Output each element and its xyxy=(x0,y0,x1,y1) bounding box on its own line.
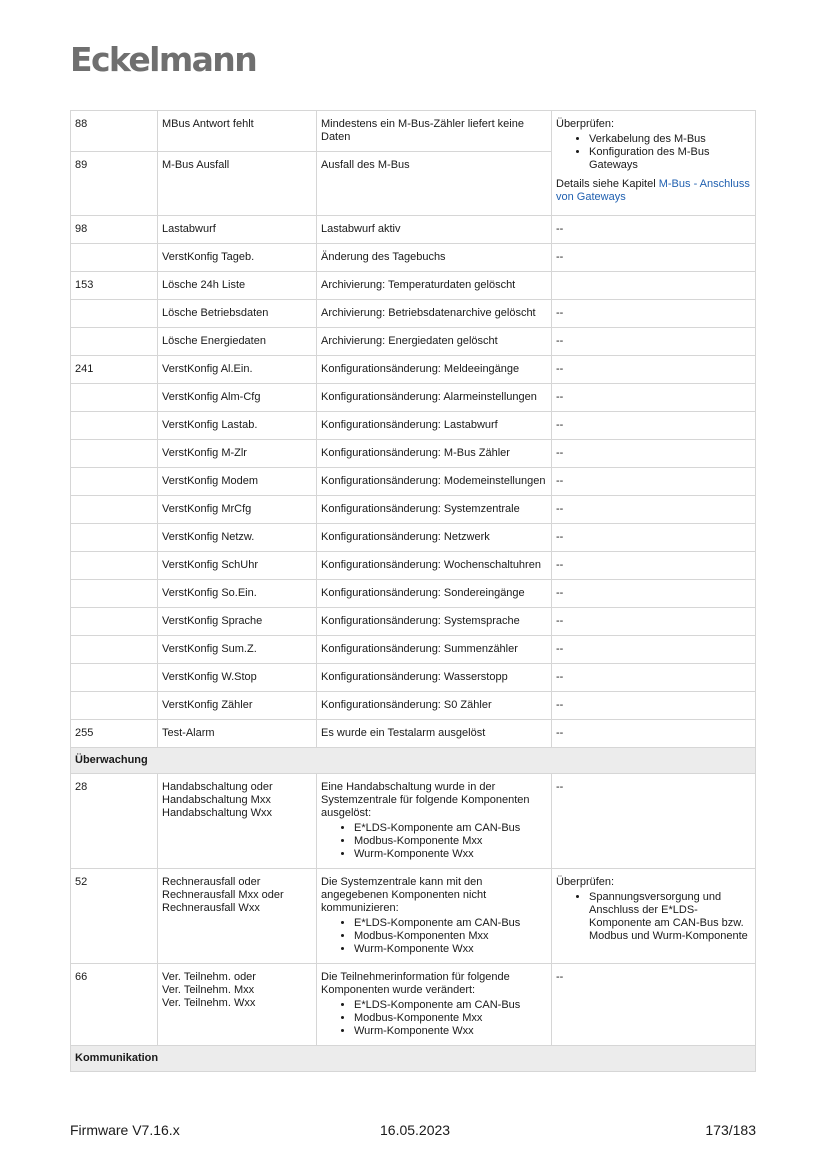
table-row xyxy=(71,636,756,664)
alarm-code xyxy=(71,300,158,328)
alarm-name: Lösche Energiedaten xyxy=(158,328,317,356)
alarm-name-line: Ver. Teilnehm. Wxx xyxy=(162,997,256,1009)
alarm-description: Ausfall des M-Bus xyxy=(317,152,552,216)
alarm-description: Es wurde ein Testalarm ausgelöst xyxy=(317,720,552,748)
alarm-code: 66 xyxy=(71,964,158,1046)
alarm-description: Konfigurationsänderung: Lastabwurf xyxy=(317,412,552,440)
table-row xyxy=(71,869,756,964)
alarm-action: -- xyxy=(552,216,756,244)
alarm-description: Konfigurationsänderung: M-Bus Zähler xyxy=(317,440,552,468)
alarm-name: VerstKonfig So.Ein. xyxy=(158,580,317,608)
alarm-description: Konfigurationsänderung: Sondereingänge xyxy=(317,580,552,608)
alarm-code xyxy=(71,524,158,552)
list-item: • E*LDS-Komponente am CAN-Bus xyxy=(354,917,547,930)
alarm-description: Konfigurationsänderung: Wasserstopp xyxy=(317,664,552,692)
alarm-code xyxy=(71,440,158,468)
alarm-name: Lastabwurf xyxy=(158,216,317,244)
alarm-code xyxy=(71,328,158,356)
alarm-name-line: Handabschaltung Mxx xyxy=(162,794,271,806)
alarm-name-line: Handabschaltung Wxx xyxy=(162,807,273,819)
table-row xyxy=(71,720,756,748)
alarm-table xyxy=(70,110,756,1072)
chapter-link[interactable]: M-Bus - Anschluss von Gateways xyxy=(556,178,750,203)
details-prefix: Details siehe Kapitel xyxy=(556,178,659,190)
alarm-code: 255 xyxy=(71,720,158,748)
alarm-action: -- xyxy=(552,496,756,524)
alarm-name: Lösche Betriebsdaten xyxy=(158,300,317,328)
footer-page-number: 173/183 xyxy=(705,1122,756,1138)
alarm-description: Konfigurationsänderung: Summenzähler xyxy=(317,636,552,664)
footer-firmware-version: Firmware V7.16.x xyxy=(70,1122,180,1138)
component-list xyxy=(321,917,547,956)
alarm-action: -- xyxy=(552,328,756,356)
alarm-name xyxy=(158,774,317,869)
table-row xyxy=(71,356,756,384)
alarm-name xyxy=(158,964,317,1046)
component-list xyxy=(321,999,547,1038)
alarm-name: VerstKonfig Alm-Cfg xyxy=(158,384,317,412)
alarm-description: Archivierung: Betriebsdatenarchive gelöscht xyxy=(317,300,552,328)
alarm-action: -- xyxy=(552,524,756,552)
alarm-code: 52 xyxy=(71,869,158,964)
component-list xyxy=(321,822,547,861)
alarm-code xyxy=(71,692,158,720)
table-row xyxy=(71,552,756,580)
table-row xyxy=(71,774,756,869)
alarm-name: VerstKonfig Modem xyxy=(158,468,317,496)
alarm-action xyxy=(552,869,756,964)
action-title: Überprüfen: xyxy=(556,876,615,888)
alarm-name: VerstKonfig Sum.Z. xyxy=(158,636,317,664)
alarm-action: -- xyxy=(552,244,756,272)
table-row xyxy=(71,328,756,356)
alarm-description: Konfigurationsänderung: Netzwerk xyxy=(317,524,552,552)
alarm-description: Konfigurationsänderung: Meldeeingänge xyxy=(317,356,552,384)
alarm-code xyxy=(71,412,158,440)
table-row xyxy=(71,496,756,524)
alarm-code xyxy=(71,552,158,580)
alarm-action: -- xyxy=(552,964,756,1046)
alarm-description: Konfigurationsänderung: Systemsprache xyxy=(317,608,552,636)
table-row xyxy=(71,468,756,496)
alarm-action: -- xyxy=(552,608,756,636)
alarm-name-line: Ver. Teilnehm. oder xyxy=(162,971,256,983)
alarm-action: -- xyxy=(552,300,756,328)
alarm-description: Konfigurationsänderung: Wochenschaltuhren xyxy=(317,552,552,580)
alarm-description xyxy=(317,869,552,964)
alarm-name: VerstKonfig Tageb. xyxy=(158,244,317,272)
alarm-name: MBus Antwort fehlt xyxy=(158,111,317,152)
table-row xyxy=(71,664,756,692)
list-item: • Wurm-Komponente Wxx xyxy=(354,943,547,956)
alarm-name: VerstKonfig MrCfg xyxy=(158,496,317,524)
alarm-description: Konfigurationsänderung: Systemzentrale xyxy=(317,496,552,524)
list-item: • Modbus-Komponente Mxx xyxy=(354,835,547,848)
section-row xyxy=(71,1046,756,1072)
alarm-name-line: Rechnerausfall oder xyxy=(162,876,261,888)
list-item: • Wurm-Komponente Wxx xyxy=(354,1025,547,1038)
alarm-code xyxy=(71,468,158,496)
alarm-code xyxy=(71,636,158,664)
table-row xyxy=(71,412,756,440)
alarm-name: VerstKonfig Sprache xyxy=(158,608,317,636)
check-list xyxy=(556,891,751,943)
list-item: • Modbus-Komponenten Mxx xyxy=(354,930,547,943)
alarm-description: Archivierung: Temperaturdaten gelöscht xyxy=(317,272,552,300)
alarm-name: M-Bus Ausfall xyxy=(158,152,317,216)
alarm-code xyxy=(71,244,158,272)
alarm-code: 153 xyxy=(71,272,158,300)
alarm-description: Lastabwurf aktiv xyxy=(317,216,552,244)
alarm-code xyxy=(71,384,158,412)
footer-date: 16.05.2023 xyxy=(380,1122,451,1138)
table-row xyxy=(71,216,756,244)
table-row xyxy=(71,524,756,552)
alarm-description: Archivierung: Energiedaten gelöscht xyxy=(317,328,552,356)
alarm-name xyxy=(158,869,317,964)
section-title-ueberwachung: Überwachung xyxy=(71,748,756,774)
alarm-action: -- xyxy=(552,774,756,869)
alarm-name: VerstKonfig W.Stop xyxy=(158,664,317,692)
table-row xyxy=(71,608,756,636)
alarm-description xyxy=(317,774,552,869)
description-text: Die Teilnehmerinformation für folgende Komponenten wurde verändert: xyxy=(321,971,510,996)
list-item: • E*LDS-Komponente am CAN-Bus xyxy=(354,822,547,835)
alarm-action: -- xyxy=(552,720,756,748)
alarm-action: -- xyxy=(552,440,756,468)
alarm-name: Lösche 24h Liste xyxy=(158,272,317,300)
list-item: • Konfiguration des M-Bus Gateways xyxy=(589,146,751,172)
alarm-code xyxy=(71,608,158,636)
alarm-name: VerstKonfig Lastab. xyxy=(158,412,317,440)
alarm-action xyxy=(552,272,756,300)
list-item: • Wurm-Komponente Wxx xyxy=(354,848,547,861)
mbus-check-list xyxy=(556,133,751,172)
alarm-code: 241 xyxy=(71,356,158,384)
alarm-action: -- xyxy=(552,356,756,384)
alarm-code: 28 xyxy=(71,774,158,869)
list-item: • E*LDS-Komponente am CAN-Bus xyxy=(354,999,547,1012)
alarm-name-line: Rechnerausfall Mxx oder xyxy=(162,889,284,901)
alarm-name: VerstKonfig Netzw. xyxy=(158,524,317,552)
table-row xyxy=(71,272,756,300)
alarm-code xyxy=(71,664,158,692)
alarm-description: Änderung des Tagebuchs xyxy=(317,244,552,272)
alarm-description: Mindestens ein M-Bus-Zähler liefert keine Daten xyxy=(317,111,552,152)
alarm-code: 98 xyxy=(71,216,158,244)
alarm-code: 88 xyxy=(71,111,158,152)
alarm-description: Konfigurationsänderung: S0 Zähler xyxy=(317,692,552,720)
table-row xyxy=(71,440,756,468)
section-title-kommunikation: Kommunikation xyxy=(71,1046,756,1072)
alarm-code xyxy=(71,580,158,608)
section-row xyxy=(71,748,756,774)
table-row xyxy=(71,111,756,152)
list-item: • Verkabelung des M-Bus xyxy=(589,133,751,146)
alarm-action: -- xyxy=(552,468,756,496)
alarm-description xyxy=(317,964,552,1046)
alarm-name-line: Handabschaltung oder xyxy=(162,781,273,793)
list-item: • Modbus-Komponente Mxx xyxy=(354,1012,547,1025)
alarm-code: 89 xyxy=(71,152,158,216)
alarm-description: Konfigurationsänderung: Alarmeinstellungen xyxy=(317,384,552,412)
alarm-name: VerstKonfig M-Zlr xyxy=(158,440,317,468)
action-title: Überprüfen: xyxy=(556,118,615,130)
list-item: • Spannungsversorgung und Anschluss der E*LDS-Komponente am CAN-Bus bzw. Modbus und Wurm-Komponente xyxy=(589,891,751,943)
mbus-action-cell xyxy=(552,111,756,216)
alarm-name-line: Rechnerausfall Wxx xyxy=(162,902,260,914)
alarm-description: Konfigurationsänderung: Modemeinstellungen xyxy=(317,468,552,496)
alarm-name: VerstKonfig Al.Ein. xyxy=(158,356,317,384)
alarm-action: -- xyxy=(552,664,756,692)
alarm-table-body xyxy=(71,111,756,1072)
table-row xyxy=(71,580,756,608)
alarm-action: -- xyxy=(552,580,756,608)
table-row xyxy=(71,300,756,328)
alarm-name-line: Ver. Teilnehm. Mxx xyxy=(162,984,255,996)
alarm-action: -- xyxy=(552,384,756,412)
alarm-action: -- xyxy=(552,552,756,580)
details-text xyxy=(556,178,751,204)
eckelmann-logo: Eckelmann xyxy=(70,40,257,79)
alarm-action: -- xyxy=(552,636,756,664)
alarm-action: -- xyxy=(552,692,756,720)
alarm-name: VerstKonfig Zähler xyxy=(158,692,317,720)
table-row xyxy=(71,384,756,412)
description-text: Die Systemzentrale kann mit den angegebenen Komponenten nicht kommunizieren: xyxy=(321,876,487,914)
description-text: Eine Handabschaltung wurde in der Systemzentrale für folgende Komponenten ausgelöst: xyxy=(321,781,530,819)
alarm-name: VerstKonfig SchUhr xyxy=(158,552,317,580)
table-row xyxy=(71,244,756,272)
table-row xyxy=(71,692,756,720)
alarm-code xyxy=(71,496,158,524)
alarm-action: -- xyxy=(552,412,756,440)
table-row xyxy=(71,964,756,1046)
alarm-name: Test-Alarm xyxy=(158,720,317,748)
